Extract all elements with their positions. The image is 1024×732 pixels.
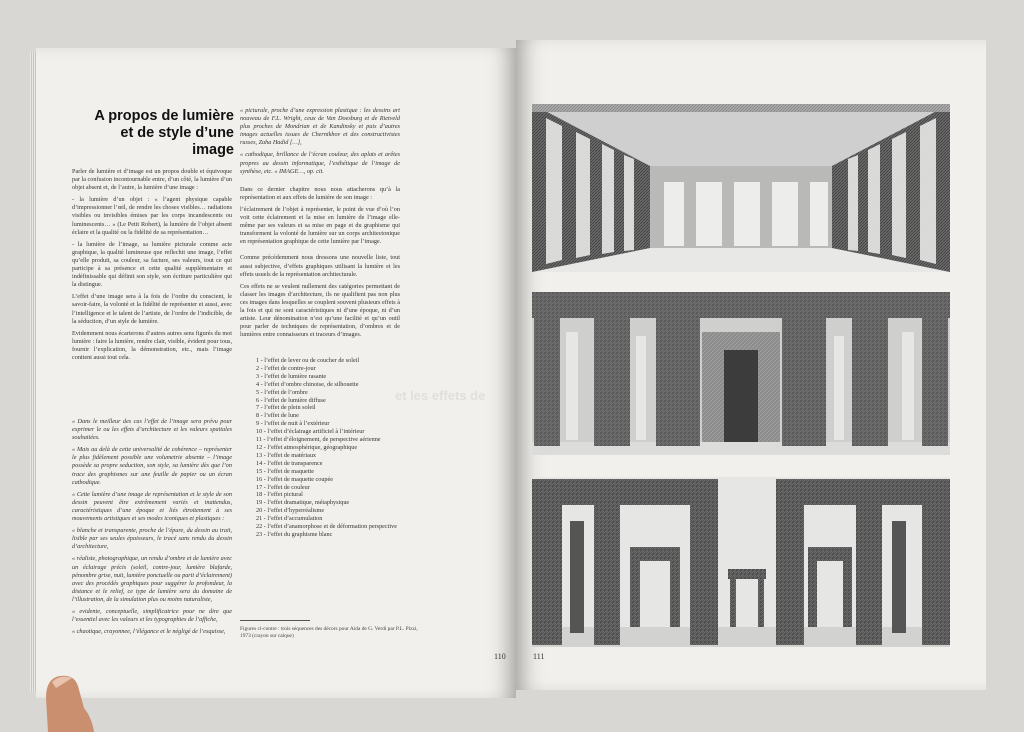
list-item: 16 - l’effet de maquette coupée xyxy=(256,475,334,483)
italic-paragraph: « blanche et transparente, proche de l’épure, du dessin au trait, lisible par ses seules épaisseurs, le tracé sans rendu du dessin d’architecture, xyxy=(72,527,232,551)
italic-paragraph: « evidente, conceptuelle, simplificatrice pour ne dire que l’essentiel avec les valeurs et les typographies de l’affiche, xyxy=(72,607,232,624)
paragraph: Ces effets ne se veulent nullement des catégories permettant de classer les images d’architecture, ils ne qualifient pas non plus ces images dans lesquelles se couplent souvent plusieurs effets à la fois et qui ne sont caractéristiques ni d’une époque, ni d’un artiste. Leur dénomination n’est qu’une facilité et qu’un outil pour parler de techniques de représentation, d’ombres et de lumières entre connaisseurs et traceurs d’images. xyxy=(240,282,400,339)
plate-pillars-frontal xyxy=(532,292,950,455)
paragraph: - la lumière d’un objet : « l’agent physique capable d’impressionner l’œil, de rendre les choses visibles… radiations visibles ou invisibles émises par les corps incandescents ou luminescents… » (Le Petit Robert), la lumière de l’objet absent éclaire et la qualité ou la fidélité de sa représentation… xyxy=(72,196,232,236)
article-title: A propos de lumière et de style d’une image xyxy=(94,108,234,158)
column-1-italic-text xyxy=(72,418,232,640)
paragraph: Parler de lumière et d’image est un propos double et équivoque par la confusion incontournable entre, d’un côté, la lumière d’un objet absent et, de l’autre, la lumière d’une image : xyxy=(72,168,232,192)
list-item: 22 - l’effet d’anamorphose et de déformation perspective xyxy=(256,523,397,531)
list-item: 11 - l’effet d’éloignement, de perspective aérienne xyxy=(256,436,381,444)
list-item: 7 - l’effet de plein soleil xyxy=(256,404,316,412)
hand-thumb xyxy=(42,668,94,732)
list-item: 4 - l’effet d’ombre chinoise, de silhouette xyxy=(256,380,359,388)
paragraph: l’éclairement de l’objet à représenter, le point de vue d’où l’on voit cette éclairement et la mise en lumière de l’image elle-même par ses valeurs et sa mise en page et du graphisme qui transforment la volonté de lumière sur un corps architectonique en représentation graphique de cette lumière par l’image. xyxy=(240,205,400,246)
figure-caption: Figures ci-contre : trois séquences des décors pour Aida de G. Verdi par P.L. Pizzi, 1973 (crayon sur calque) xyxy=(240,626,418,639)
column-2-text xyxy=(240,107,400,343)
list-item: 17 - l’effet de couleur xyxy=(256,483,310,491)
paragraph: - la lumière de l’image, sa lumière picturale comme acte graphique, la qualité lumineuse que reflechit une image, l’effet qu’elle produit, sa couleur, sa facture, ses valeurs, tout ce qui participe à sa présence et cette qualité supplémentaire et indéfinissable qui définit son style, son écriture particulière qui la distingue. xyxy=(72,240,232,289)
paragraph: Evidemment nous écarterons d’autres autres sens figurés du mot lumière : faire la lumière, rendre clair, visible, évident pour tous, fournir l’explication, la démonstration, etc., mais l’image contient aussi tout cela. xyxy=(72,329,232,361)
list-item: 13 - l’effet de matériaux xyxy=(256,451,317,459)
list-item: 6 - l’effet de lumière diffuse xyxy=(256,396,326,404)
italic-paragraph: « chaotique, crayonnee, l’élégance et le négligé de l’esquisse, xyxy=(72,628,226,636)
column-1-text xyxy=(72,168,232,366)
list-item: 14 - l’effet de transparence xyxy=(256,459,323,467)
plate-colonnade-perspective xyxy=(532,104,950,272)
list-item: 23 - l’effet du graphisme blanc xyxy=(256,530,333,538)
list-item: 8 - l’effet de lune xyxy=(256,412,299,420)
plate-open-frames xyxy=(532,477,950,647)
italic-paragraph: « Cette lumière d’une image de représentation et le style de son dessin peuvent être extrêmement variés et inattendus, caractéristiques d’une époque et liés étroitement à ses mouvements artistiques et ses modes iconiques et plastiques : xyxy=(72,490,232,523)
list-item: 12 - l’effet atmosphérique, géographique xyxy=(256,443,358,451)
list-item: 21 - l’effet d’accumulation xyxy=(256,515,323,523)
list-item: 20 - l’effet d’hyperréalisme xyxy=(256,507,325,515)
list-item: 3 - l’effet de lumière rasante xyxy=(256,372,327,380)
italic-paragraph: « réaliste, photographique, un rendu d’ombre et de lumière avec un éclairage précis (soleil, contre-jour, lumière blafarde, pénombre grise, nuit, lumière ponctuelle ou parti d’éclairement) avec des procédés graphiques pour suggérer la profondeur, la distance et le relief, ce type de lumière sera du domaine de l’illustration, de la simulation plus ou moins naturaliste, xyxy=(72,555,232,603)
list-item: 2 - l’effet de contre-jour xyxy=(256,364,316,372)
show-through-text: et les effets de xyxy=(395,388,486,403)
list-item: 19 - l’effet dramatique, métaphysique xyxy=(256,499,350,507)
paragraph: « cathodique, brillance de l’écran couleur, des aplats et arêtes propres au dessin informatique, l’esthétique de l’image de synthèse, etc. » IMAGE…, op. cit. xyxy=(240,151,400,175)
paragraph: « picturale, proche d’une expression plastique : les dessins art nouveau de F.L. Wright, ceux de Van Doesburg et de Rietveld plus proches de Mondrian et de Kandinsky et puis d’autres images actuelles issues de Chernikhov et des constructivistes russes, Zaha Hadid […], xyxy=(240,107,400,147)
list-item: 18 - l’effet pictural xyxy=(256,491,303,499)
effects-list xyxy=(256,357,431,539)
list-item: 9 - l’effet de nuit à l’extérieur xyxy=(256,420,330,428)
list-item: 1 - l’effet de lever ou de coucher de soleil xyxy=(256,357,360,364)
page-number-left: 110 xyxy=(494,652,506,661)
paragraph: L’effet d’une image sera à la fois de l’ordre du conscient, le savoir-faire, la volonté et la fidélité de représenter et aussi, avec l’intelligence et le talent de l’artiste, de l’ordre de l’indicible, de la séduction, d’un style de lumière. xyxy=(72,293,232,325)
italic-paragraph: « Dans le meilleur des cas l’effet de l’image sera prévu pour exprimer le ou les effets d’architecture et les valeurs spatiales souhaitées. xyxy=(72,418,232,442)
list-item: 10 - l’effet d’éclairage artificiel à l’intérieur xyxy=(256,428,365,436)
list-item: 5 - l’effet de l’ombre xyxy=(256,388,308,396)
page-number-right: 111 xyxy=(533,652,545,661)
caption-rule xyxy=(240,620,310,621)
italic-paragraph: « Mais au delà de cette universalité de cohérence – représenter le plus fidèlement possible une volumetrie absente – l’image possède sa propre seduction, son style, sa lumière dès que l’on trace des graphismes sur une feuille de papier ou un écran cathodique. xyxy=(72,446,232,486)
paragraph: Dans ce dernier chapitre nous nous attacherons qu’à la représentation et aux effets de lumière de son image : xyxy=(240,185,400,201)
list-item: 15 - l’effet de maquette xyxy=(256,467,314,475)
paragraph: Comme précédemment nous dressons une nouvelle liste, tout aussi subjective, d’effets graphiques utilisant la lumière et les effets usuels de la représentation architecturale. xyxy=(240,254,400,278)
